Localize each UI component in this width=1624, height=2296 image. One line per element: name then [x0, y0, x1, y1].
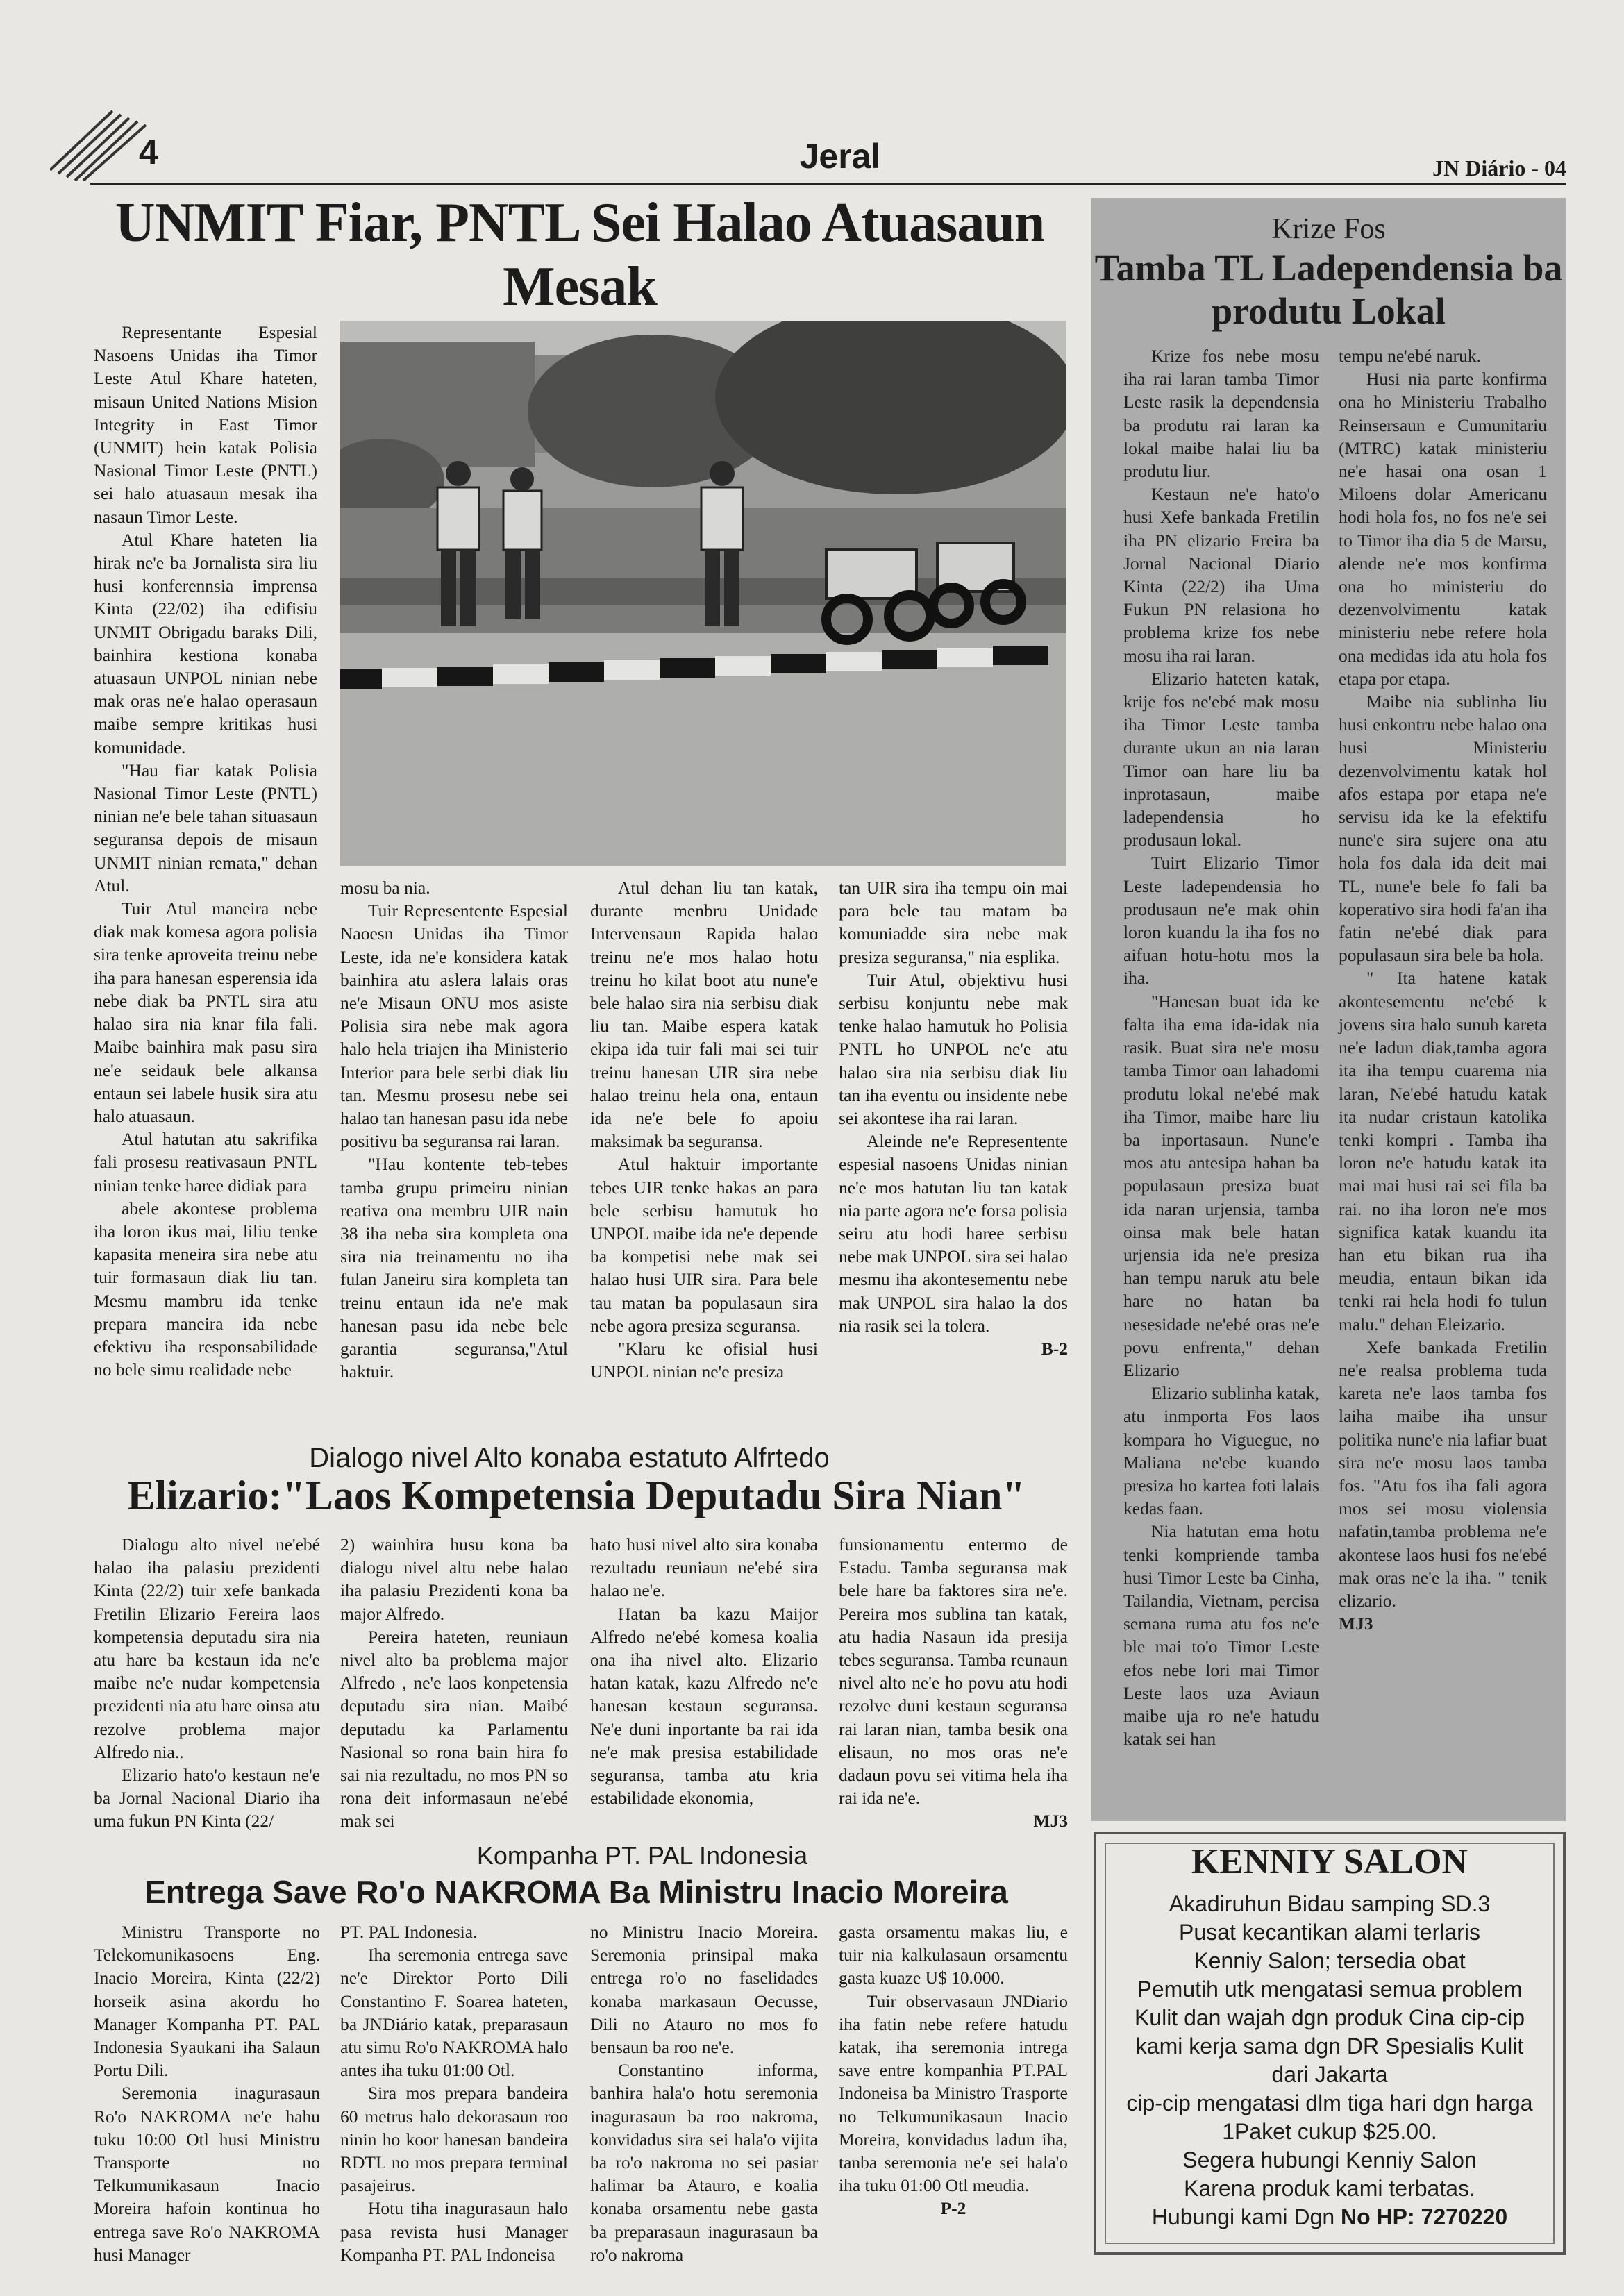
article3-column-1 — [94, 1920, 320, 2266]
paragraph: Tuir Atul maneira nebe diak mak komesa agora polisia sira tenke aproveita treinu nebe iha para hanesan esperensia ida nebe diak ba PNTL sira atu halao sira nia knar fila fali. Maibe bainhira mak pasu sira ne'e seidauk bele alkansa entaun sei labele husik sira atu halo atuasaun. — [94, 898, 317, 1126]
paragraph: funsionamentu entermo de Estadu. Tamba seguransa mak bele hare ba faktores sira ne'e. Pereira mos sublina tan katak, atu hadia Nasaun ida presija tebes seguransa. Tamba reunaun nivel alto ne'e ho povu atu hodi rezolve duni kestaun seguransa rai laran nian, tamba besik ona elisaun, no mos oras ne'e dadaun povu sei vitima hela iha rai ida ne'e. — [839, 1534, 1068, 1809]
article-signoff: B-2 — [1041, 1339, 1068, 1359]
article1-column-4 — [839, 876, 1068, 1360]
paragraph: "Hau fiar katak Polisia Nasional Timor Leste (PNTL) ninian ne'e bele tahan situasaun seguransa depois de misaun UNMIT ninian remata," dehan Atul. — [94, 760, 317, 896]
ad-text — [1094, 1890, 1566, 2231]
ad-line: Kenniy Salon; tersedia obat — [1194, 1948, 1466, 1973]
paragraph: Atul hatutan atu sakrifika fali prosesu reativasaun PNTL ninian tenke haree didiak para — [94, 1129, 317, 1196]
paragraph: no Ministru Inacio Moreira. Seremonia prinsipal maka entrega ro'o no faselidades konaba markasaun Oecusse, Dili no Atauro no mos fo bensaun ba roo ne'e. — [590, 1922, 818, 2058]
ad-line: cip-cip mengatasi dlm tiga hari dgn harga — [1126, 2090, 1533, 2115]
paragraph: abele akontese problema iha loron ikus mai, liliu tenke kapasita meneira sira nebe atu tuir formasaun diak liu tan. Mesmu mambru ida tenke prepara maneira ida nebe efektivu iha responsabilidade no bele simu realidade nebe — [94, 1198, 317, 1380]
paragraph: Constantino informa, banhira hala'o hotu seremonia inagurasaun ba roo nakroma, konvidadus sira sei hala'o vijita ba ro'o nakroma no sei pasiar halimar ba Atauro, e koalia konaba orsamentu nebe gasta ba preparasaun inagurasaun ba ro'o nakroma — [590, 2060, 818, 2265]
article2-kicker: Dialogo nivel Alto konaba estatuto Alfrtedo — [309, 1443, 830, 1473]
article2-column-3 — [590, 1533, 818, 1809]
ad-line: Kulit dan wajah dgn produk Cina cip-cip — [1134, 2005, 1525, 2030]
paragraph: Krize fos nebe mosu iha rai laran tamba Timor Leste rasik la dependensia ba produtu rai laran ka lokal maibe halai liu ba produtu liur. — [1123, 346, 1319, 482]
ad-line: Karena produk kami terbatas. — [1184, 2176, 1475, 2201]
article2-column-2 — [340, 1533, 568, 1833]
paragraph: mosu ba nia. — [340, 878, 430, 898]
paragraph: Representante Espesial Nasoens Unidas iha Timor Leste Atul Khare hateten, misaun United Nations Mision Integrity in East Timor (UNMIT) hein katak Polisia Nasional Timor Leste (PNTL) sei halo atuasaun mesak iha nasaun Timor Leste. — [94, 322, 317, 527]
sidebar-column-1 — [1123, 344, 1319, 1750]
paragraph: 2) wainhira husu kona ba dialogu nivel altu nebe halao iha palasiu Prezidenti kona ba major Alfredo. — [340, 1534, 568, 1624]
article2-headline: Elizario:"Laos Kompetensia Deputadu Sira Nian" — [127, 1473, 1026, 1518]
paragraph: tempu ne'ebé naruk. — [1339, 346, 1481, 366]
paragraph: hato husi nivel alto sira konaba rezultadu reuniaun ne'ebé sira halao ne'e. — [590, 1534, 818, 1601]
article1-column-1 — [94, 321, 317, 1381]
paragraph: gasta orsamentu makas liu, e tuir nia kalkulasaun orsamentu gasta kuaze U$ 10.000. — [839, 1922, 1068, 1988]
police-officers-street-photo — [340, 321, 1066, 866]
page-number: 4 — [139, 133, 158, 171]
article-signoff: MJ3 — [1033, 1811, 1068, 1832]
paragraph: Tuir observasaun JNDiario iha fatin nebe refere hatudu katak, iha seremonia intrega save entre kompanhia PT.PAL Indoneisa ba Ministro Trasporte no Telkumunikasaun Inacio Moreira, konvidadus ladun iha, tanba seremonia ne'e sei hala'o iha tuku 01:00 Otl meudia. — [839, 1991, 1068, 2196]
ad-line: Pusat kecantikan alami terlaris — [1179, 1920, 1480, 1945]
paragraph: Pereira hateten, reuniaun nivel alto ba problema major Alfredo , ne'e laos konpetensia deputadu sira nian. Maibé deputadu ka Parlamentu Nasional so rona bain hira fo sai nia rezultadu, no mos PN so rona deit informasaun ne'ebé mak sei — [340, 1626, 568, 1832]
paragraph: Tuir Atul, objektivu husi serbisu konjuntu nebe mak tenke halao hamutuk ho Polisia PNTL ho UNPOL ne'e atu halao sira nia serbisu diak liu tan iha eventu ou insidente nebe sei akontese iha rai laran. — [839, 969, 1068, 1129]
main-headline: UNMIT Fiar, PNTL Sei Halao Atuasaun Mesak — [115, 192, 1045, 317]
article1-column-3 — [590, 876, 818, 1383]
article-signoff: MJ3 — [1339, 1614, 1373, 1634]
paragraph: Atul dehan liu tan katak, durante menbru Unidade Intervensaun Rapida halao treinu ne'e mos halao hotu treinu ho kilat boot atu nune'e bele halao sira nia serbisu diak liu tan. Maibe espera katak ekipa ida tuir fali mai sei tuir treinu hanesan UIR sira nebe halao treinu hela ona, entaun ida ne'e bele fo apoiu maksimak ba seguransa. — [590, 878, 818, 1152]
paragraph: Iha seremonia entrega save ne'e Direktor Porto Dili Constantino F. Soarea hateten, ba JNDiário katak, preparasaun atu simu Ro'o NAKROMA halo antes iha tuku 01:00 Otl. — [340, 1945, 568, 2081]
paragraph: Sira mos prepara bandeira 60 metrus halo dekorasaun roo ninin ho koor hanesan bandeira RDTL no mos prepara terminal pasajeirus. — [340, 2083, 568, 2196]
ad-title: KENNIY SALON — [1191, 1842, 1468, 1882]
sidebar-headline: Tamba TL Ladependensia ba produtu Lokal — [1094, 247, 1563, 332]
paragraph: "Hau kontente teb-tebes tamba grupu primeiru ninian reativa ona membru UIR nain 38 iha neba sira kompleta ona sira nia treinamentu no iha fulan Janeiru sira kompleta tan treinu entaun ida ne'e mak hanesan pasu ida nebe bele garantia seguransa,"Atul haktuir. — [340, 1154, 568, 1382]
ad-line: Akadiruhun Bidau samping SD.3 — [1169, 1891, 1491, 1916]
ad-line: dari Jakarta — [1271, 2062, 1388, 2087]
paragraph: Tuir Representente Espesial Naoesn Unidas iha Timor Leste, ida ne'e konsidera katak bainhira atu aslera lalais oras ne'e Misaun ONU mos asiste Polisia sira nebe mak agora halo hela triajen iha Ministerio Interior para bele serbi diak liu tan. Mesmu prosesu nebe sei halao tan hanesan pasu ida nebe positivu ba seguransa rai laran. — [340, 900, 568, 1152]
ad-phone-prefix: Hubungi kami Dgn — [1151, 2204, 1335, 2229]
paragraph: Elizario sublinha katak, atu inmporta Fos laos kompara ho Viguegue, no Maliana ne'ebe kuando presiza ho kartea foti lalais kedas faan. — [1123, 1383, 1319, 1519]
article-signoff: P-2 — [940, 2198, 966, 2219]
ad-phone-number: No HP: 7270220 — [1341, 2204, 1508, 2229]
paragraph: Ministru Transporte no Telekomunikasoens Eng. Inacio Moreira, Kinta (22/2) horseik asina akordu ho Manager Kompanha PT. PAL Indonesia Syaukani iha Salaun Portu Dili. — [94, 1922, 320, 2081]
paragraph: "Hanesan buat ida ke falta iha ema ida-idak nia rasik. Buat sira ne'e mosu tamba Timor oan lahadomi produtu lokal ne'ebé mak iha Timor, maibe hare liu ba inportasaun. Nune'e mos atu antesipa hahan ba populasaun presiza buat ida naran urjensia, tamba oinsa mak bele hatan urjensia ida ne'e presiza han tempu naruk atu bele hare no hatan ba nesesidade ne'ebé oras ne'e povu enfrenta," dehan Elizario — [1123, 991, 1319, 1380]
paragraph: Maibe nia sublinha liu husi enkontru nebe halao ona husi Ministeriu dezenvolvimentu katak hol afos estapa por etapa ne'e servisu ida ke la efektifu nune'e sira sujere ona atu hola fos dala ida deit mai TL, nune'e bele fo fali ba koperativo sira hodi fa'an iha fatin ne'ebé diak para populasaun sira bele ba hola. — [1339, 692, 1547, 966]
ad-line: kami kerja sama dgn DR Spesialis Kulit — [1135, 2034, 1524, 2059]
paragraph: Tuirt Elizario Timor Leste ladependensia ho produsaun ne'e mak ohin loron kuandu la iha fos no aifuan hotu-hotu mos la iha. — [1123, 853, 1319, 989]
paragraph: Atul haktuir importante tebes UIR tenke hakas an para bele serbisu hamutuk ho UNPOL maibe ida ne'e depende ba kompetisi nebe mak sei halao husi UIR sira. Para bele tau matan ba populasaun sira nebe agora presiza seguransa. — [590, 1154, 818, 1336]
edition-label: JN Diário - 04 — [1432, 156, 1566, 181]
article2-column-4 — [839, 1533, 1068, 1833]
article3-column-3 — [590, 1920, 818, 2266]
ad-line: 1Paket cukup $25.00. — [1222, 2119, 1437, 2144]
paragraph: " Ita hatene katak akontesementu ne'ebé k jovens sira halo sunuh kareta ne'e ladun diak,tamba agora ita iha tempu cuarema nia laran, Ne'ebé hatudu katak ita nudar cristaun katolika tenki kompri . Tamba iha loron ne'e hatudu katak ita mai mai husi rai sei fila ba rai. no iha loron ne'e mos significa katak kuandu ita han etu bikan rua iha meudia, entaun bikan ida tenki rai hela hodi fo tulun malu." dehan Eleizario. — [1339, 968, 1547, 1334]
article2-column-1 — [94, 1533, 320, 1833]
ad-line: Pemutih utk mengatasi semua problem — [1137, 1977, 1523, 2002]
paragraph: Hatan ba kazu Maijor Alfredo ne'ebé komesa koalia ona iha nivel alto. Elizario hatan katak, kazu Alfredo ne'e hanesan kestaun seguransa. Ne'e duni inportante ba rai ida ne'e mak presisa estabilidade seguransa, tamba atu kria estabilidade ekonomia, — [590, 1603, 818, 1809]
paragraph: Xefe bankada Fretilin ne'e realsa problema tuda kareta ne'e laos tamba fos laiha maibe iha unsur politika nune'e nia lafiar buat sira ne'e mosu laos tamba fos. "Atu fos iha fali agora mos sei mosu violensia nafatin,tamba problema ne'e akontese laos husi fos ne'ebé mak oras ne'e la iha. " tenik elizario. — [1339, 1336, 1547, 1611]
article1-column-2 — [340, 876, 568, 1383]
article3-column-4 — [839, 1920, 1068, 2220]
paragraph: Seremonia inagurasaun Ro'o NAKROMA ne'e hahu tuku 10:00 Otl husi Ministru Transporte no Telkumunikasaun Inacio Moreira hafoin kontinua ho entrega save Ro'o NAKROMA husi Manager — [94, 2083, 320, 2265]
sidebar-kicker: Krize Fos — [1271, 213, 1386, 245]
ad-line: Segera hubungi Kenniy Salon — [1182, 2147, 1477, 2172]
paragraph: Nia hatutan ema hotu tenki kompriende tamba husi Timor Leste ba Cinha, Tailandia, Vietnam, percisa semana ruma atu fos ne'e ble mai to'o Timor Leste efos nebe lori mai Timor Leste laos uza Aviaun maibe uja ro ne'e hatudu katak sei han — [1123, 1521, 1319, 1750]
paragraph: Husi nia parte konfirma ona ho Ministeriu Trabalho Reinsersaun e Cumunitariu (MTRC) katak ministeriu ne'e hasai ona osan 1 Miloens dolar Americanu hodi hola fos, no fos ne'e sei to Timor iha dia 5 de Marsu, alende ne'e mos konfirma ona ho ministeriu do dezenvolvimentu katak ministeriu nebe refere hola ona medidas ida atu hola fos etapa por etapa. — [1339, 369, 1547, 689]
sidebar-column-2 — [1339, 344, 1547, 1635]
masthead-rule — [90, 183, 1566, 185]
paragraph: Hotu tiha inagurasaun halo pasa revista husi Manager Kompanha PT. PAL Indoneisa — [340, 2198, 568, 2265]
article3-kicker: Kompanha PT. PAL Indonesia — [476, 1841, 808, 1870]
paragraph: Dialogu alto nivel ne'ebé halao iha palasiu prezidenti Kinta (22/2) tuir xefe bankada Fretilin Elizario Fereira laos kompetensia deputadu sira nia atu hare ba kestaun ida ne'e maibe ne'e nudar kompetensia prezidenti nia atu hare oinsa atu rezolve problema major Alfredo nia.. — [94, 1534, 320, 1762]
paragraph: tan UIR sira iha tempu oin mai para bele tau matam ba komuniadde sira nebe mak presiza seguransa," nia esplika. — [839, 878, 1068, 967]
ad-phone-line — [1094, 2203, 1566, 2231]
paragraph: Aleinde ne'e Representente espesial nasoens Unidas ninian ne'e mos hatutan liu tan katak nia parte agora ne'e forsa polisia seiru atu hodi haree serbisu nebe mak UNPOL sira sei halao mesmu iha akontesementu nebe mak UNPOL sira halao la dos nia rasik sei la tolera. — [839, 1131, 1068, 1336]
paragraph: Atul Khare hateten lia hirak ne'e ba Jornalista sira liu husi konferennsia imprensa Kinta (22/02) iha edifisiu UNMIT Obrigadu baraks Dili, bainhira kestiona konaba atuasaun UNPOL ninian nebe mak oras ne'e halao operasaun maibe sempre kritikas husi komunidade. — [94, 529, 317, 757]
article3-headline: Entrega Save Ro'o NAKROMA Ba Ministru Inacio Moreira — [144, 1874, 1008, 1910]
paragraph: Kestaun ne'e hato'o husi Xefe bankada Fretilin iha PN elizario Freira ba Jornal Nacional Diario Kinta (22/2) iha Uma Fukun PN relasiona ho problema krize fos nebe mosu iha rai laran. — [1123, 484, 1319, 666]
paragraph: Elizario hateten katak, krije fos ne'ebé mak mosu iha Timor Leste tamba durante ukun an nia laran Timor oan hare liu ba inprotasaun, maibe ladependensia ho produsaun lokal. — [1123, 668, 1319, 850]
paragraph: PT. PAL Indonesia. — [340, 1922, 478, 1942]
section-title: Jeral — [799, 137, 881, 176]
article3-column-2 — [340, 1920, 568, 2266]
paragraph: Elizario hato'o kestaun ne'e ba Jornal Nacional Diario iha uma fukun PN Kinta (22/ — [94, 1765, 320, 1832]
paragraph: "Klaru ke ofisial husi UNPOL ninian ne'e presiza — [590, 1339, 818, 1382]
